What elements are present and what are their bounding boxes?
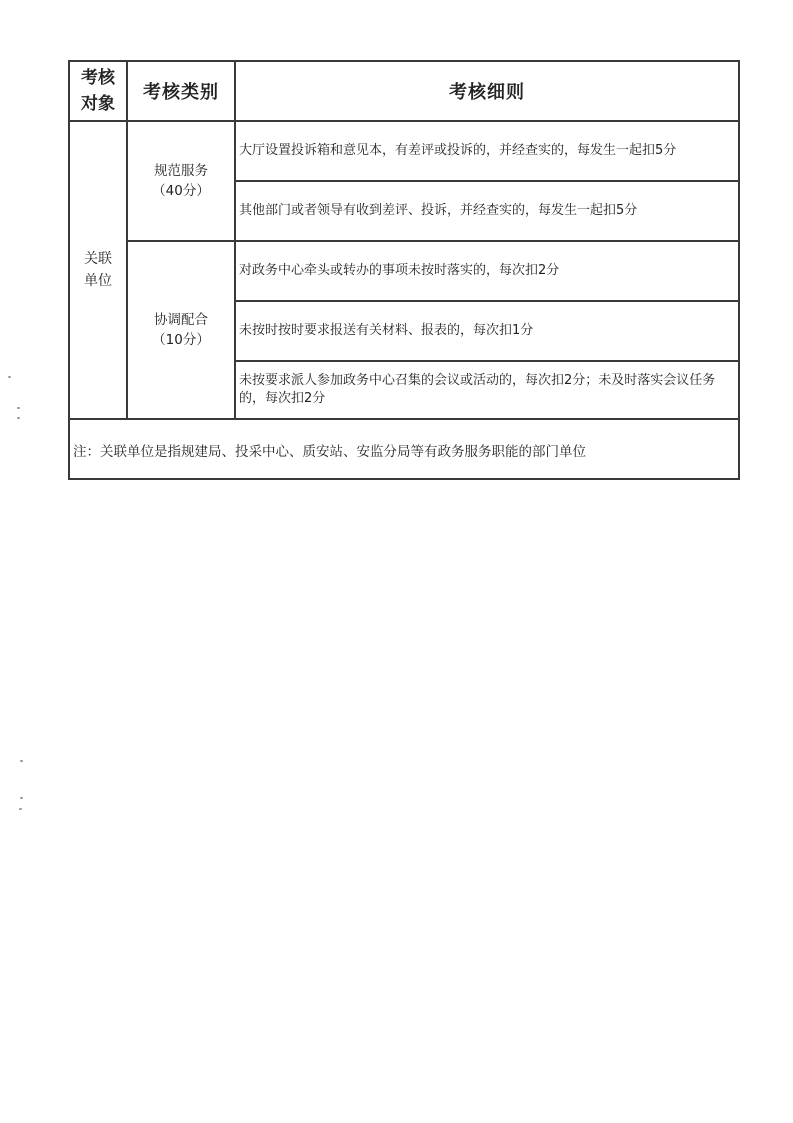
rule-cell: 未按要求派人参加政务中心召集的会议或活动的，每次扣2分；未及时落实会议任务的，每次扣2分 [235,361,739,419]
assessment-table [68,60,740,480]
category-cell-service [127,121,235,241]
object-cell [69,121,127,419]
category-name: 规范服务 [154,163,208,179]
header-object-line2: 对象 [81,94,115,114]
object-line1: 关联 [84,251,112,267]
scan-speck [19,808,22,810]
note-row [69,419,739,479]
note-text: 注：关联单位是指规建局、投采中心、质安站、安监分局等有政务服务职能的部门单位 [69,419,739,479]
table-header-row [69,61,739,121]
scan-speck [17,417,20,419]
scan-speck [17,407,20,409]
scan-speck [8,376,11,378]
header-object [69,61,127,121]
header-rules: 考核细则 [235,61,739,121]
header-object-line1: 考核 [81,68,115,88]
rule-cell: 对政务中心牵头或转办的事项未按时落实的，每次扣2分 [235,241,739,301]
scan-speck [20,760,23,762]
category-score: （10分） [152,332,210,348]
assessment-sheet [68,60,738,480]
category-cell-coordination [127,241,235,419]
table-row [69,121,739,181]
rule-cell: 未按时按时要求报送有关材料、报表的，每次扣1分 [235,301,739,361]
object-line2: 单位 [84,273,112,289]
rule-cell: 其他部门或者领导有收到差评、投诉，并经查实的，每发生一起扣5分 [235,181,739,241]
category-score: （40分） [152,183,210,199]
rule-cell: 大厅设置投诉箱和意见本，有差评或投诉的，并经查实的，每发生一起扣5分 [235,121,739,181]
header-category: 考核类别 [127,61,235,121]
table-row [69,241,739,301]
scan-speck [20,797,23,799]
category-name: 协调配合 [154,312,208,328]
